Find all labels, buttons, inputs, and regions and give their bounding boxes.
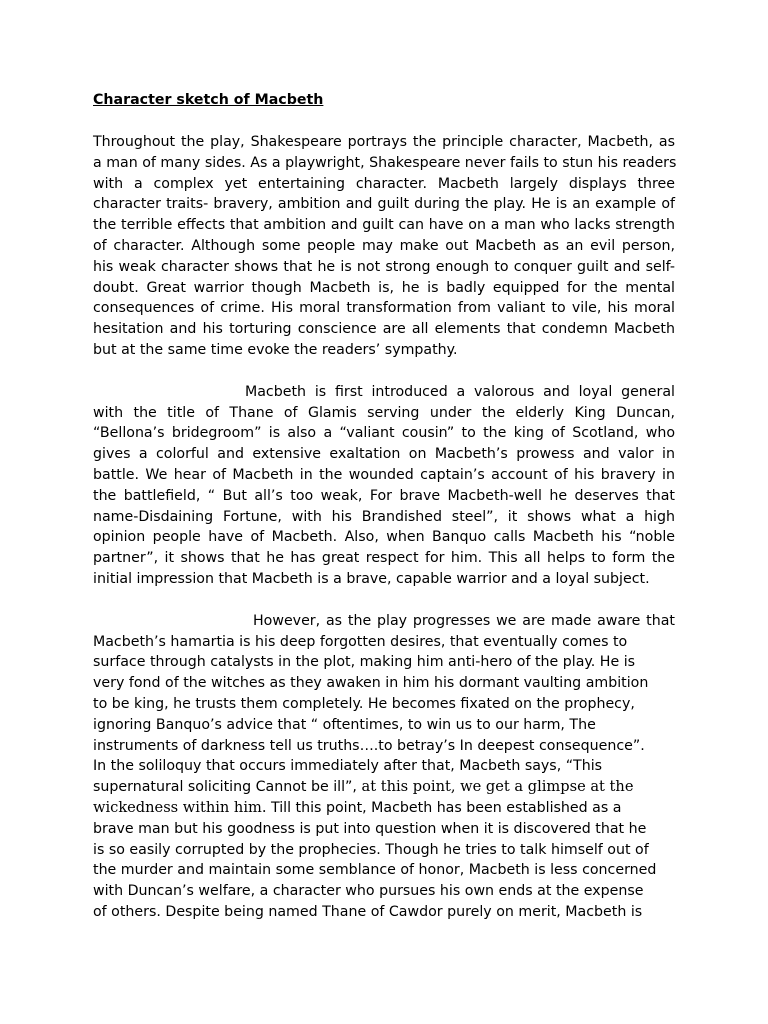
text-line: with the title of Thane of Glamis serving under the elderly King Duncan,	[93, 404, 675, 421]
text-line: is so easily corrupted by the prophecies. Though he tries to talk himself out of	[93, 841, 649, 858]
text-line: of others. Despite being named Thane of Cawdor purely on merit, Macbeth is	[93, 903, 643, 920]
text-line: gives a colorful and extensive exaltation on Macbeth’s prowess and valor in	[93, 446, 675, 463]
text-line: ignoring Banquo’s advice that “ oftentimes, to win us to our harm, The	[93, 716, 596, 733]
text-line: a man of many sides. As a playwright, Shakespeare never fails to stun his readers	[93, 154, 677, 171]
text-line: name-Disdaining Fortune, with his Brandished steel”, it shows what a high	[93, 508, 675, 525]
text-line: doubt. Great warrior though Macbeth is, he is badly equipped for the mental	[93, 279, 675, 296]
text-line: but at the same time evoke the readers’ sympathy.	[93, 341, 458, 358]
text-line: consequences of crime. His moral transformation from valiant to vile, his moral	[93, 300, 675, 317]
serif-text-segment: at this point, we get a glimpse at the	[356, 778, 634, 796]
text-line: opinion people have of Macbeth. Also, when Banquo calls Macbeth his “noble	[93, 529, 675, 546]
text-line: Throughout the play, Shakespeare portrays the principle character, Macbeth, as	[93, 134, 675, 150]
text-line: the battlefield, “ But all’s too weak, For brave Macbeth-well he deserves that	[93, 487, 675, 504]
text-line: brave man but his goodness is put into question when it is discovered that he	[93, 820, 647, 837]
text-line: character traits- bravery, ambition and guilt during the play. He is an example of	[93, 196, 675, 213]
text-line: partner”, it shows that he has great respect for him. This all helps to form the	[93, 550, 675, 567]
text-line: Macbeth is first introduced a valorous and loyal general	[245, 383, 675, 400]
text-line: initial impression that Macbeth is a brave, capable warrior and a loyal subject.	[93, 570, 650, 587]
paragraph-2	[93, 382, 675, 590]
text-line: his weak character shows that he is not strong enough to conquer guilt and self-	[93, 258, 675, 275]
document-title: Character sketch of Macbeth	[93, 92, 324, 108]
paragraph-1	[93, 132, 675, 361]
text-line: surface through catalysts in the plot, making him anti-hero of the play. He is	[93, 654, 636, 671]
text-line: However, as the play progresses we are made aware that	[253, 612, 675, 629]
text-line: hesitation and his torturing conscience are all elements that condemn Macbeth	[93, 321, 675, 338]
serif-text-segment: wickedness within him.	[93, 798, 267, 816]
text-line: to be king, he trusts them completely. He becomes fixated on the prophecy,	[93, 695, 635, 712]
text-line: instruments of darkness tell us truths….to betray’s In deepest consequence”.	[93, 737, 645, 754]
text-line: the terrible effects that ambition and guilt can have on a man who lacks strength	[93, 217, 675, 234]
text-line: In the soliloquy that occurs immediately after that, Macbeth says, “This	[93, 758, 603, 775]
text-line: with Duncan’s welfare, a character who pursues his own ends at the expense	[93, 883, 644, 900]
paragraph-3	[93, 611, 675, 923]
text-line: “Bellona’s bridegroom” is also a “valiant cousin” to the king of Scotland, who	[93, 425, 675, 442]
mixed-font-line	[93, 777, 675, 798]
text-segment: supernatural soliciting Cannot be ill”,	[93, 779, 357, 796]
mixed-font-line	[93, 798, 675, 819]
text-line: with a complex yet entertaining character. Macbeth largely displays three	[93, 175, 675, 192]
text-line: of character. Although some people may make out Macbeth as an evil person,	[93, 237, 675, 254]
text-segment: Till this point, Macbeth has been established as a	[266, 799, 622, 816]
text-line: the murder and maintain some semblance of honor, Macbeth is less concerned	[93, 862, 657, 879]
document-page	[93, 90, 675, 923]
text-line: battle. We hear of Macbeth in the wounded captain’s account of his bravery in	[93, 466, 675, 483]
text-line: Macbeth’s hamartia is his deep forgotten desires, that eventually comes to	[93, 633, 628, 650]
text-line: very fond of the witches as they awaken in him his dormant vaulting ambition	[93, 675, 649, 692]
